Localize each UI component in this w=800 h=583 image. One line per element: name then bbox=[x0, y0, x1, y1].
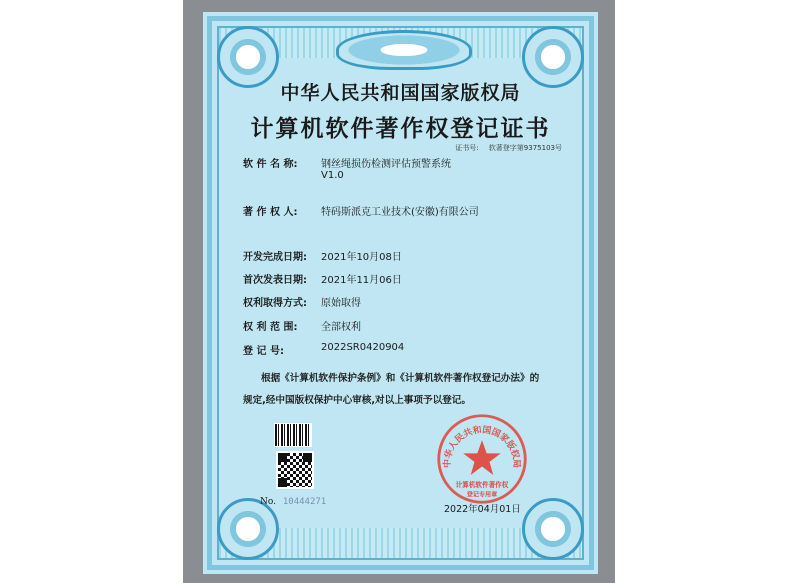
field-label: 软 件 名 称: bbox=[243, 159, 298, 170]
corner-ornament-icon bbox=[217, 498, 279, 560]
field-value: 特码斯派克工业技术(安徽)有限公司 bbox=[321, 207, 479, 218]
corner-ornament-icon bbox=[522, 498, 584, 560]
qr-code-icon bbox=[276, 451, 314, 489]
field-copyright-owner bbox=[243, 203, 479, 218]
seal-inner-line-1: 计算机软件著作权 bbox=[455, 481, 509, 490]
field-label: 著 作 权 人: bbox=[243, 207, 298, 218]
seal-inner-line-2: 登记专用章 bbox=[466, 491, 498, 499]
statement-paragraph bbox=[243, 368, 563, 412]
field-registration-number bbox=[243, 342, 404, 357]
statement-line-1: 根据《计算机软件保护条例》和《计算机软件著作权登记办法》的 bbox=[261, 373, 540, 384]
software-version-value: V1.0 bbox=[321, 170, 344, 181]
field-value bbox=[321, 155, 451, 181]
field-value: 2022SR0420904 bbox=[321, 342, 405, 353]
field-value: 全部权利 bbox=[321, 322, 361, 333]
statement-line-2: 规定,经中国版权保护中心审核,对以上事项予以登记。 bbox=[243, 395, 471, 406]
certificate bbox=[203, 12, 598, 574]
certificate-title: 计算机软件著作权登记证书 bbox=[250, 115, 551, 142]
serial-value: 10444271 bbox=[282, 497, 327, 507]
field-software-name bbox=[243, 155, 451, 181]
certificate-number bbox=[455, 143, 562, 153]
certificate-number-value: 软著登字第9375103号 bbox=[488, 144, 562, 152]
field-label: 权 利 范 围: bbox=[243, 322, 298, 333]
field-value: 2021年11月06日 bbox=[321, 275, 402, 286]
certificate-number-label: 证书号: bbox=[455, 144, 479, 152]
top-ornament-icon bbox=[336, 30, 472, 70]
field-label: 首次发表日期: bbox=[243, 275, 307, 286]
issue-date: 2022年04月01日 bbox=[444, 504, 521, 515]
field-value: 原始取得 bbox=[321, 298, 361, 309]
issuing-authority-title: 中华人民共和国国家版权局 bbox=[280, 82, 521, 104]
official-seal-icon bbox=[435, 412, 529, 506]
field-development-date bbox=[243, 248, 402, 263]
serial-number bbox=[260, 497, 326, 507]
serial-label: No. bbox=[260, 497, 276, 507]
barcode-icon bbox=[274, 423, 312, 447]
field-rights-scope bbox=[243, 318, 361, 333]
field-acquisition-method bbox=[243, 294, 361, 309]
seal-outer-text: 中华人民共和国国家版权局 bbox=[442, 425, 522, 469]
field-label: 开发完成日期: bbox=[243, 252, 307, 263]
field-value: 2021年10月08日 bbox=[321, 252, 402, 263]
field-label: 登 记 号: bbox=[243, 346, 284, 357]
field-publication-date bbox=[243, 271, 402, 286]
field-label: 权利取得方式: bbox=[243, 298, 307, 309]
software-name-value: 钢丝绳损伤检测评估预警系统 bbox=[321, 159, 451, 170]
